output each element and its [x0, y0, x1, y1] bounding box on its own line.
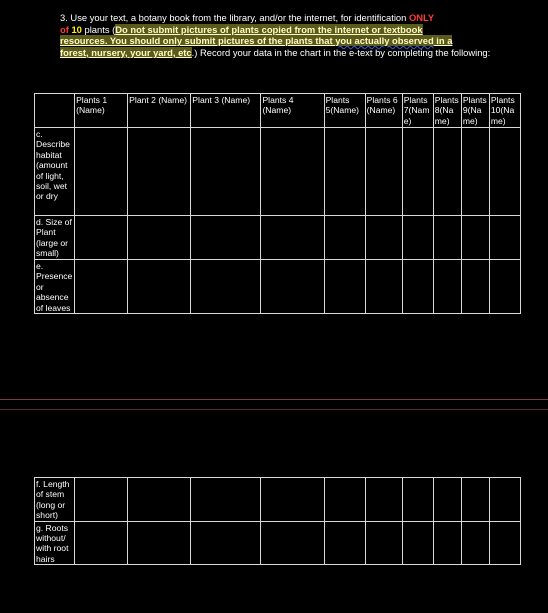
cell-habitat-plant-5[interactable] — [324, 128, 365, 216]
cell-stem-plant-10[interactable] — [489, 478, 520, 522]
cell-leaves-plant-10[interactable] — [489, 260, 520, 314]
cell-stem-plant-3[interactable] — [191, 478, 261, 522]
header-plant-7: Plants 7(Name) — [402, 94, 433, 128]
cell-stem-plant-1[interactable] — [75, 478, 128, 522]
cell-size-plant-10[interactable] — [489, 216, 520, 260]
cell-leaves-plant-9[interactable] — [461, 260, 489, 314]
header-plant-9: Plants 9(Name) — [461, 94, 489, 128]
cell-size-plant-6[interactable] — [365, 216, 402, 260]
cell-habitat-plant-6[interactable] — [365, 128, 402, 216]
of-emphasis: of — [60, 23, 69, 35]
cell-stem-plant-5[interactable] — [324, 478, 365, 522]
row-label-size: d. Size of Plant (large or small) — [35, 216, 75, 260]
cell-habitat-plant-4[interactable] — [261, 128, 324, 216]
cell-habitat-plant-7[interactable] — [402, 128, 433, 216]
cell-habitat-plant-1[interactable] — [75, 128, 128, 216]
cell-leaves-plant-7[interactable] — [402, 260, 433, 314]
only-emphasis: ONLY — [408, 12, 435, 23]
header-plant-6: Plants 6 (Name) — [365, 94, 402, 128]
cell-size-plant-3[interactable] — [191, 216, 261, 260]
cell-stem-plant-7[interactable] — [402, 478, 433, 522]
cell-stem-plant-8[interactable] — [433, 478, 461, 522]
cell-roots-plant-3[interactable] — [191, 521, 261, 565]
plant-data-table-top — [34, 93, 521, 314]
cell-habitat-plant-8[interactable] — [433, 128, 461, 216]
cell-habitat-plant-2[interactable] — [128, 128, 191, 216]
cell-size-plant-5[interactable] — [324, 216, 365, 260]
warning-line-2c: in a — [433, 35, 453, 47]
instructions-lead: 3. Use your text, a botany book from the library, and/or the internet, for identification — [60, 12, 409, 23]
cell-habitat-plant-9[interactable] — [461, 128, 489, 216]
header-row — [35, 94, 521, 128]
cell-leaves-plant-1[interactable] — [75, 260, 128, 314]
header-plant-8: Plants 8(Name) — [433, 94, 461, 128]
cell-leaves-plant-8[interactable] — [433, 260, 461, 314]
header-plant-5: Plants 5(Name) — [324, 94, 365, 128]
cell-stem-plant-6[interactable] — [365, 478, 402, 522]
cell-leaves-plant-3[interactable] — [191, 260, 261, 314]
plant-data-table-bottom — [34, 477, 521, 565]
header-corner — [35, 94, 75, 128]
warning-line-3: forest, nursery, your yard, etc — [60, 46, 192, 58]
cell-leaves-plant-4[interactable] — [261, 260, 324, 314]
header-plant-3: Plant 3 (Name) — [191, 94, 261, 128]
instructions-paragraph — [60, 12, 500, 58]
ten-count: 10 — [71, 23, 82, 35]
cell-size-plant-1[interactable] — [75, 216, 128, 260]
header-plant-10: Plants 10(Name) — [489, 94, 520, 128]
cell-leaves-plant-5[interactable] — [324, 260, 365, 314]
cell-stem-plant-2[interactable] — [128, 478, 191, 522]
cell-leaves-plant-6[interactable] — [365, 260, 402, 314]
warning-line-2a: resources. You should only submit pictures of the plants that — [60, 35, 336, 47]
cell-stem-plant-4[interactable] — [261, 478, 324, 522]
row-label-leaves: e. Presence or absence of leaves — [35, 260, 75, 314]
cell-leaves-plant-2[interactable] — [128, 260, 191, 314]
table-row — [35, 216, 521, 260]
row-label-stem: f. Length of stem (long or short) — [35, 478, 75, 522]
cell-roots-plant-2[interactable] — [128, 521, 191, 565]
cell-size-plant-7[interactable] — [402, 216, 433, 260]
cell-roots-plant-10[interactable] — [489, 521, 520, 565]
cell-stem-plant-9[interactable] — [461, 478, 489, 522]
warning-line-1: Do not submit pictures of plants copied from the internet or textbook — [115, 23, 423, 35]
page-break-line — [0, 399, 548, 400]
cell-roots-plant-9[interactable] — [461, 521, 489, 565]
cell-roots-plant-1[interactable] — [75, 521, 128, 565]
table-row — [35, 128, 521, 216]
table-row — [35, 521, 521, 565]
cell-size-plant-8[interactable] — [433, 216, 461, 260]
table-row — [35, 478, 521, 522]
row-label-habitat: c. Describe habitat (amount of light, soil, wet or dry — [35, 128, 75, 216]
warning-line-2b: you actually observed — [335, 35, 434, 47]
cell-habitat-plant-10[interactable] — [489, 128, 520, 216]
cell-size-plant-9[interactable] — [461, 216, 489, 260]
header-plant-4: Plants 4 (Name) — [261, 94, 324, 128]
table-row — [35, 260, 521, 314]
row-label-roots: g. Roots without/ with root hairs — [35, 521, 75, 565]
cell-roots-plant-6[interactable] — [365, 521, 402, 565]
cell-roots-plant-8[interactable] — [433, 521, 461, 565]
cell-roots-plant-7[interactable] — [402, 521, 433, 565]
cell-roots-plant-5[interactable] — [324, 521, 365, 565]
cell-roots-plant-4[interactable] — [261, 521, 324, 565]
cell-size-plant-4[interactable] — [261, 216, 324, 260]
plants-word: plants ( — [81, 23, 116, 35]
cell-size-plant-2[interactable] — [128, 216, 191, 260]
header-plant-1: Plants 1 (Name) — [75, 94, 128, 128]
header-plant-2: Plant 2 (Name) — [128, 94, 191, 128]
cell-habitat-plant-3[interactable] — [191, 128, 261, 216]
instructions-closing: .) Record your data in the chart in the e-text by completing the following: — [191, 46, 491, 58]
page-break-line — [0, 409, 548, 410]
